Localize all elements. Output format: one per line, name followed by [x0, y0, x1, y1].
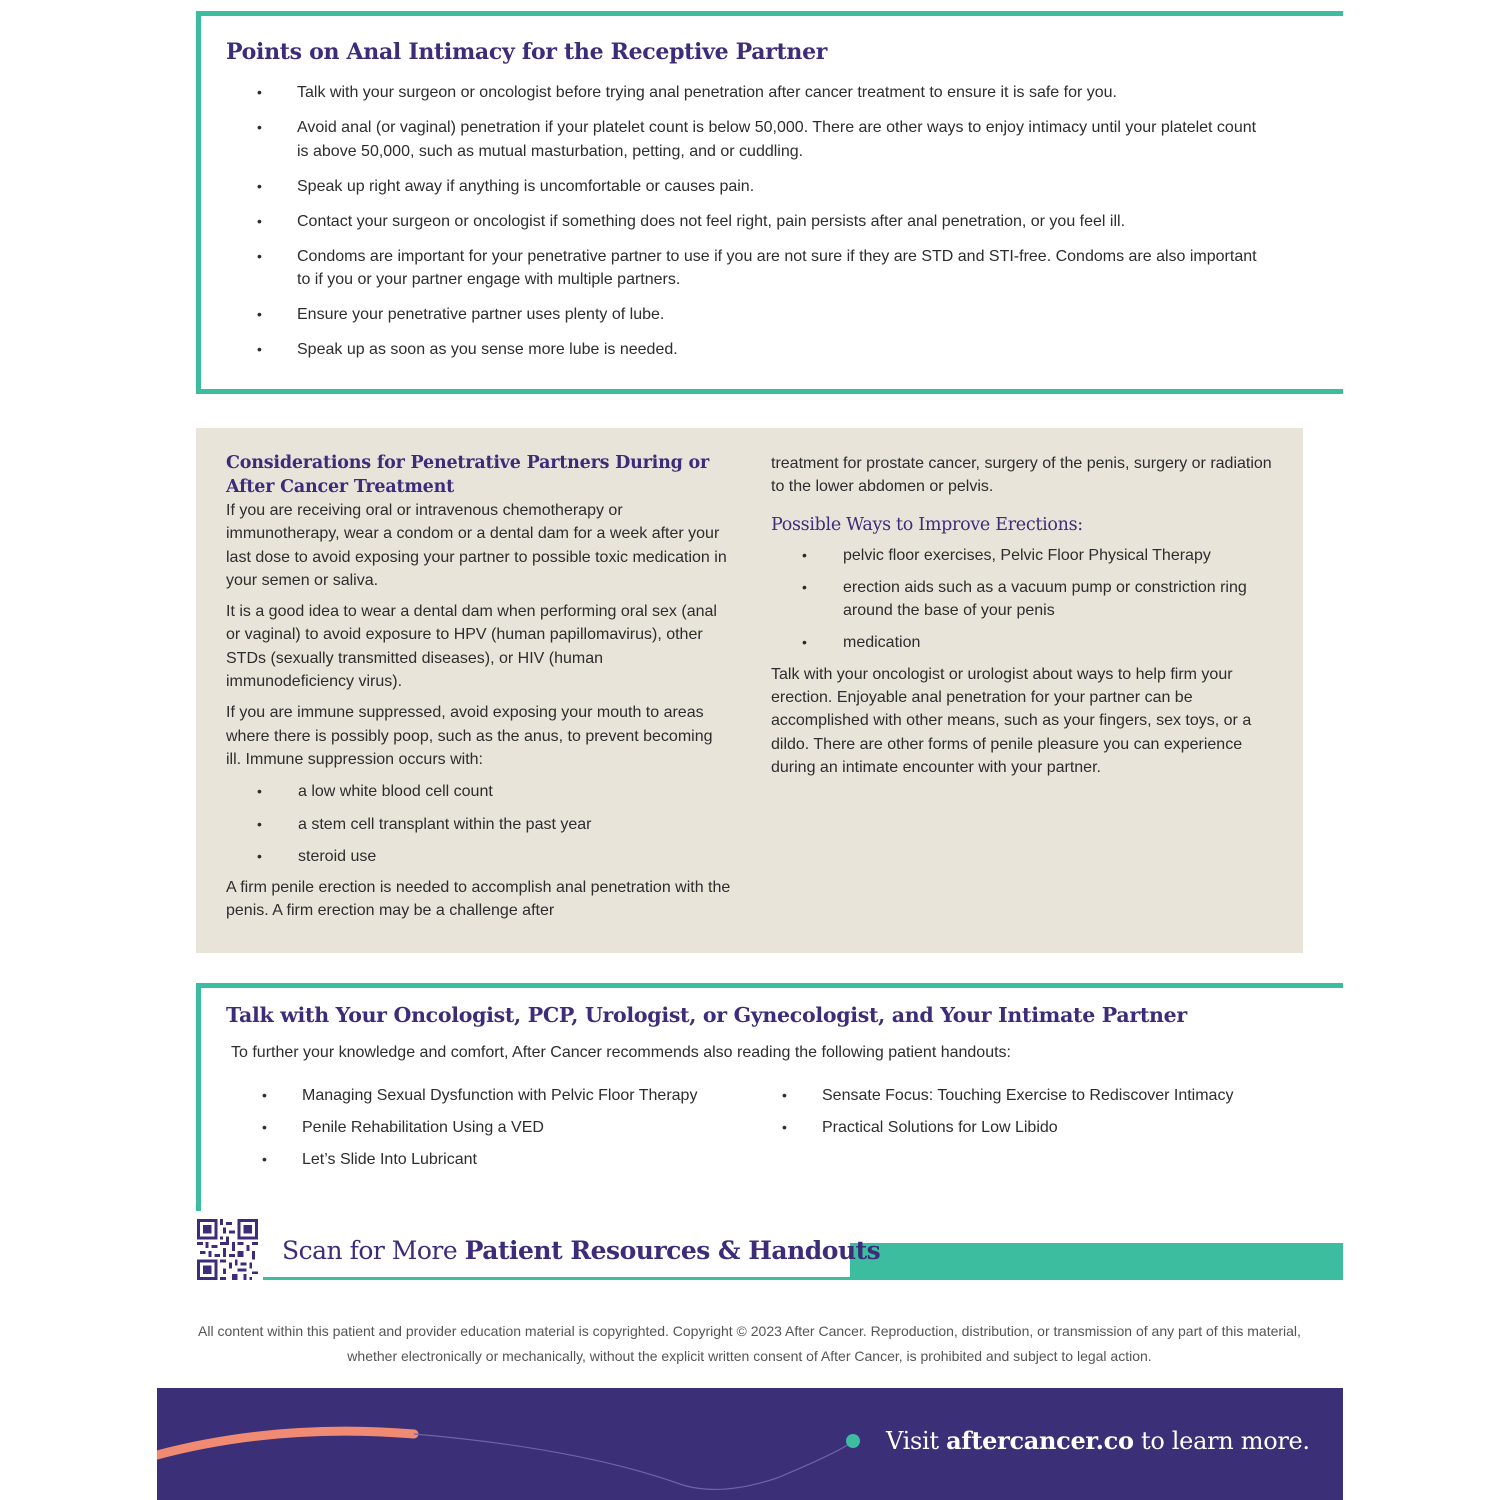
immune-suppression-list: [226, 780, 731, 868]
bullet-icon: •: [782, 1087, 787, 1103]
list-item: • medication: [771, 631, 1281, 654]
section-title: Considerations for Penetrative Partners During or After Cancer Treatment: [226, 453, 710, 497]
scan-banner-bar: [850, 1243, 1343, 1280]
teal-dot-icon: [846, 1434, 860, 1448]
handouts-list-left: [262, 1084, 697, 1180]
bullet-icon: •: [257, 341, 262, 357]
list-item: • Contact your surgeon or oncologist if something does not feel right, pain persists after anal penetration, or you feel ill.: [196, 210, 1343, 234]
list-item: • Talk with your surgeon or oncologist before trying anal penetration after cancer treatment to ensure it is safe for you.: [196, 81, 1343, 105]
subsection-title: Possible Ways to Improve Erections:: [771, 514, 1083, 535]
list-item: • Speak up right away if anything is uncomfortable or causes pain.: [196, 175, 1343, 199]
copyright-notice: All content within this patient and provider education material is copyrighted. Copyright © 2023 After Cancer. Reproduction, distribution, or transmission of any part of this material, whether electronically or mechanically, without the explicit written consent of After Cancer, is prohibited and subject to legal action.: [198, 1323, 1301, 1364]
footer-banner: [157, 1388, 1343, 1500]
list-item: • Speak up as soon as you sense more lube is needed.: [196, 338, 1343, 362]
bullet-icon: •: [257, 783, 262, 800]
thin-swoosh: [414, 1434, 852, 1489]
bullet-icon: •: [257, 847, 262, 864]
handout-item: • Sensate Focus: Touching Exercise to Rediscover Intimacy: [782, 1084, 1233, 1107]
visit-website-text[interactable]: Visit aftercancer.co to learn more.: [886, 1426, 1310, 1455]
penetrative-partner-section: [196, 428, 1303, 953]
section-border-left: [196, 983, 201, 1211]
talk-with-doctor-section: [196, 983, 1343, 1211]
bullet-icon: •: [257, 177, 262, 194]
bullet-icon: •: [802, 578, 807, 595]
bullet-icon: •: [257, 247, 262, 264]
list-item: • a low white blood cell count: [226, 780, 731, 803]
list-item: • Condoms are important for your penetrative partner to use if you are not sure if they are STD and STI-free. Condoms are also important to if you or your partner engage with multiple partners.: [196, 245, 1343, 292]
bullet-icon: •: [257, 815, 262, 832]
bullet-icon: •: [262, 1119, 267, 1135]
paragraph-erection-continued: treatment for prostate cancer, surgery of the penis, surgery or radiation to the lower abdomen or pelvis.: [771, 455, 1272, 496]
coral-swoosh: [157, 1431, 414, 1455]
erection-ways-list: [771, 544, 1281, 655]
handout-item: • Practical Solutions for Low Libido: [782, 1116, 1233, 1139]
bullet-icon: •: [262, 1151, 267, 1167]
scan-banner-text[interactable]: Scan for More Patient Resources & Handouts: [282, 1236, 881, 1265]
section-border-bottom: [196, 389, 1343, 394]
list-item: • erection aids such as a vacuum pump or constriction ring around the base of your penis: [771, 576, 1281, 623]
bullet-icon: •: [257, 84, 262, 100]
bullet-icon: •: [802, 546, 807, 563]
bullet-icon: •: [257, 306, 262, 322]
receptive-partner-list: [196, 81, 1343, 373]
section-title: Talk with Your Oncologist, PCP, Urologist, or Gynecologist, and Your Intimate Partner: [226, 1003, 1187, 1027]
bullet-icon: •: [802, 634, 807, 651]
bullet-icon: •: [257, 212, 262, 229]
list-item: • Avoid anal (or vaginal) penetration if your platelet count is below 50,000. There are other ways to enjoy intimacy until your platelet count is above 50,000, such as mutual masturbation, petting, and or cuddling.: [196, 116, 1343, 163]
paragraph-immune: If you are immune suppressed, avoid exposing your mouth to areas where there is possibly poop, such as the anus, to prevent becoming ill. Immune suppression occurs with:: [226, 704, 713, 768]
paragraph-urologist: Talk with your oncologist or urologist about ways to help firm your erection. Enjoyable anal penetration for your partner can be accomplished with other means, such as your fingers, sex toys, or a dildo. There are other forms of penile pleasure you can experience during an intimate encounter with your partner.: [771, 665, 1252, 776]
receptive-partner-section: [196, 11, 1343, 394]
list-item: • Ensure your penetrative partner uses plenty of lube.: [196, 303, 1343, 327]
section-title: Points on Anal Intimacy for the Receptive Partner: [226, 39, 828, 65]
bullet-icon: •: [782, 1119, 787, 1135]
section-border-top: [196, 983, 1343, 988]
handouts-list-right: [782, 1084, 1233, 1148]
list-item: • steroid use: [226, 845, 731, 868]
list-item: • a stem cell transplant within the past year: [226, 813, 731, 836]
bullet-icon: •: [262, 1087, 267, 1103]
paragraph-chemotherapy: If you are receiving oral or intravenous chemotherapy or immunotherapy, wear a condom or a dental dam for a week after your last dose to avoid exposing your partner to possible toxic medication in your semen or saliva.: [226, 502, 727, 589]
qr-code-icon[interactable]: [196, 1219, 259, 1280]
paragraph-dental-dam: It is a good idea to wear a dental dam when performing oral sex (anal or vaginal) to avoid exposure to HPV (human papillomavirus), other STDs (sexually transmitted diseases), or HIV (human immunodeficiency virus).: [226, 603, 717, 691]
bullet-icon: •: [257, 119, 262, 135]
list-item: • pelvic floor exercises, Pelvic Floor Physical Therapy: [771, 544, 1281, 567]
paragraph-erection: A firm penile erection is needed to accomplish anal penetration with the penis. A firm erection may be a challenge after: [226, 879, 731, 920]
section-border-top: [196, 11, 1343, 16]
scan-banner-line: [263, 1277, 1343, 1280]
handout-item: • Let’s Slide Into Lubricant: [262, 1148, 697, 1171]
left-column: [226, 452, 731, 923]
handouts-intro: To further your knowledge and comfort, After Cancer recommends also reading the following patient handouts:: [231, 1044, 1011, 1061]
right-column: [771, 452, 1281, 779]
website-link[interactable]: aftercancer.co: [946, 1426, 1134, 1455]
handout-item: • Penile Rehabilitation Using a VED: [262, 1116, 697, 1139]
handout-item: • Managing Sexual Dysfunction with Pelvic Floor Therapy: [262, 1084, 697, 1107]
